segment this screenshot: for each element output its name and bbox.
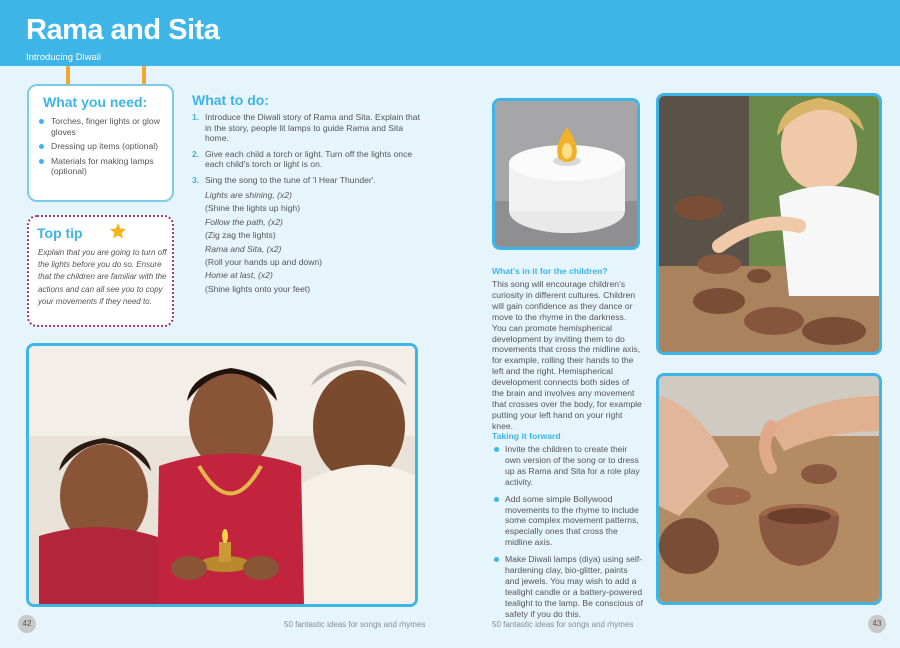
list-item: Materials for making lamps (optional) xyxy=(37,156,167,177)
tealight-photo xyxy=(492,98,640,250)
step-number: 1. xyxy=(192,112,200,122)
page-title: Rama and Sita xyxy=(26,14,220,46)
top-tip-card xyxy=(27,215,174,327)
list-item: Torches, finger lights or glow gloves xyxy=(37,116,167,137)
lyric-line: (Zig zag the lights) xyxy=(205,230,276,241)
song-lyrics xyxy=(205,189,425,296)
page-number-left: 42 xyxy=(18,615,36,633)
what-you-need-list xyxy=(37,116,167,181)
footer-text-left: 50 fantastic ideas for songs and rhymes xyxy=(284,620,426,629)
step-text: Give each child a torch or light. Turn off the lights once each child's torch or light is on. xyxy=(205,148,413,169)
whats-in-it-heading: What's in it for the children? xyxy=(492,266,608,276)
star-icon xyxy=(109,222,127,240)
taking-it-forward-heading: Taking it forward xyxy=(492,431,561,441)
what-you-need-card xyxy=(27,84,174,202)
card-hanger-left xyxy=(66,66,70,86)
step-item xyxy=(192,175,422,186)
what-to-do-steps xyxy=(192,112,422,190)
step-text: Sing the song to the tune of 'I Hear Thunder'. xyxy=(205,174,376,185)
step-text: Introduce the Diwali story of Rama and Sita. Explain that in the story, people lit lamps to guide Rama and Sita home. xyxy=(205,112,420,143)
hands-shaping-clay-photo xyxy=(656,373,882,605)
page-number-right: 43 xyxy=(868,615,886,633)
what-to-do-title: What to do: xyxy=(192,92,269,108)
step-item xyxy=(192,112,422,144)
lyric-line: Home at last, (x2) xyxy=(205,270,273,281)
step-number: 3. xyxy=(192,174,200,185)
lyric-line: (Roll your hands up and down) xyxy=(205,257,323,268)
list-item: Add some simple Bollywood movements to the rhyme to include some complex movement patterns, especially ones that cross the midline axis. xyxy=(492,494,644,549)
footer-text-right: 50 fantastic ideas for songs and rhymes xyxy=(492,620,634,629)
top-tip-text: Explain that you are going to turn off the lights before you do so. Ensure that the children are familiar with the actions and can all see you to copy your movements if they need to. xyxy=(38,248,167,306)
lyric-line: (Shine lights onto your feet) xyxy=(205,283,311,294)
lyric-line: Rama and Sita, (x2) xyxy=(205,243,282,254)
card-hanger-right xyxy=(142,66,146,86)
lyric-line: Lights are shining, (x2) xyxy=(205,190,292,200)
whats-in-it-body: This song will encourage children's curiosity in different cultures. Children will gain confidence as they dance or move to the rhyme in the darkness. You can promote hemispherical development by inviting them to do movements that cross the midline axis, for example, rolling their hands to the left and the right. Hemispherical development connects both sides of the brain and involves any movement that crosses over the body, for example putting your left hand on your right knee. xyxy=(492,279,642,431)
top-tip-title: Top tip xyxy=(37,225,83,241)
page-subtitle: Introducing Diwali xyxy=(26,52,101,63)
what-you-need-title: What you need: xyxy=(43,94,148,110)
list-item: Dressing up items (optional) xyxy=(37,141,167,152)
family-diwali-photo xyxy=(26,343,418,607)
step-number: 2. xyxy=(192,148,200,159)
lyric-line: (Shine the lights up high) xyxy=(205,203,301,214)
lyric-line: Follow the path, (x2) xyxy=(205,216,283,227)
boy-making-clay-lamps-photo xyxy=(656,93,882,355)
list-item: Invite the children to create their own version of the song or to dress up as Rama and Sita for a role play activity. xyxy=(492,444,644,488)
step-item xyxy=(192,149,422,170)
list-item: Make Diwali lamps (diya) using self-hardening clay, bio-glitter, paints and jewels. You may wish to add a tealight candle or a battery-powered tealight to the lamp. Be conscious of safety if you do this. xyxy=(492,554,644,619)
page-header xyxy=(0,0,900,66)
taking-it-forward-list xyxy=(492,444,644,626)
